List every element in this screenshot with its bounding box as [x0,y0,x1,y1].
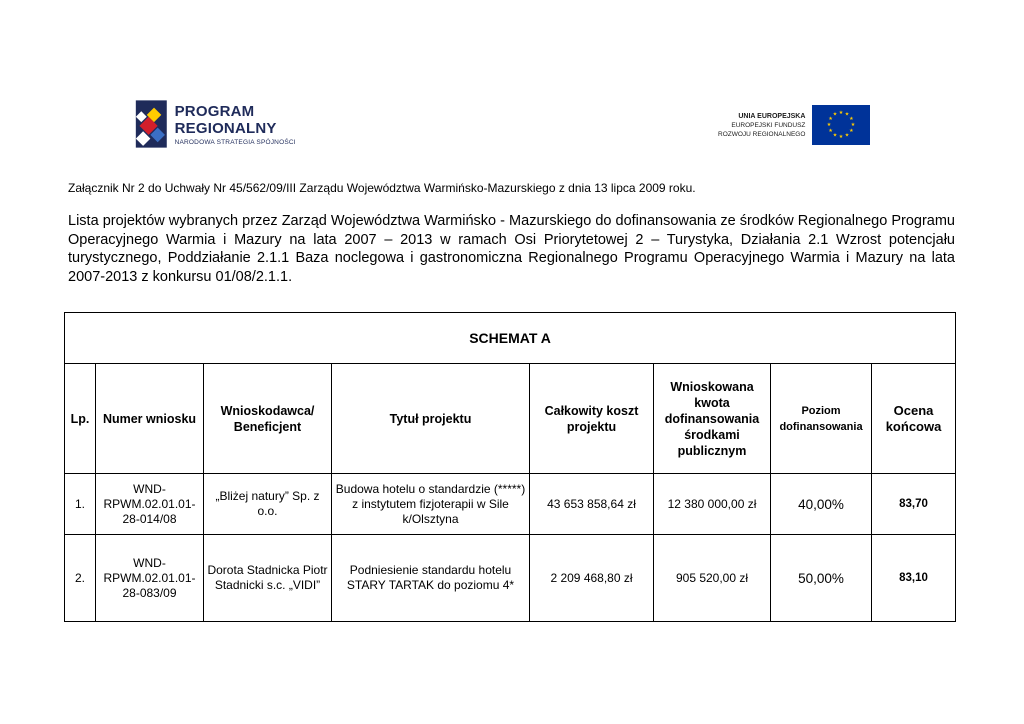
header-tytul-projektu: Tytuł projektu [332,364,530,474]
cell-poziom-dofinansowania: 40,00% [771,474,872,535]
cell-ocena-koncowa: 83,10 [872,535,956,622]
cell-numer-wniosku: WND-RPWM.02.01.01-28-014/08 [96,474,204,535]
schema-row [65,313,956,364]
eu-line-2: EUROPEJSKI FUNDUSZ [731,121,806,129]
table-row [65,474,956,535]
cell-ocena-koncowa: 83,70 [872,474,956,535]
cell-tytul-projektu: Podniesienie standardu hotelu STARY TARTAK do poziomu 4* [332,535,530,622]
header-poziom-dofinansowania: Poziom dofinansowania [771,364,872,474]
cell-tytul-projektu: Budowa hotelu o standardzie (*****) z instytutem fizjoterapii w Sile k/Olsztyna [332,474,530,535]
program-regionalny-logo [134,96,344,152]
header-numer-wniosku: Numer wniosku [96,364,204,474]
schema-title: SCHEMAT A [65,313,956,364]
cell-calkowity-koszt: 43 653 858,64 zł [530,474,654,535]
cell-lp: 2. [65,535,96,622]
cell-wnioskodawca: „Bliżej natury” Sp. z o.o. [204,474,332,535]
eu-line-1: UNIA EUROPEJSKA [738,112,806,120]
cell-wnioskowana-kwota: 12 380 000,00 zł [654,474,771,535]
cell-wnioskodawca: Dorota Stadnicka Piotr Stadnicki s.c. „VIDI” [204,535,332,622]
cell-numer-wniosku: WND-RPWM.02.01.01-28-083/09 [96,535,204,622]
eu-logo-text [718,112,805,139]
intro-paragraph: Lista projektów wybranych przez Zarząd Województwa Warmińsko - Mazurskiego do dofinansowania ze środków Regionalnego Programu Operacyjnego Warmia i Mazury na lata 2007 – 2013 w ramach Osi Priorytetowej 2 – Turystyka, Działania 2.1 Wzrost potencjału turystycznego, Poddziałanie 2.1.1 Baza noclegowa i gastronomiczna Regionalnego Programu Operacyjnego Warmia i Mazury na lata 2007-2013 z konkursu 01/08/2.1.1. [68,213,955,285]
svg-text:★: ★ [839,110,844,116]
svg-text:★: ★ [845,111,850,118]
header-calkowity-koszt: Całkowity koszt projektu [530,364,654,474]
cell-calkowity-koszt: 2 209 468,80 zł [530,535,654,622]
svg-text:★: ★ [827,122,832,128]
svg-text:★: ★ [833,111,838,118]
svg-text:★: ★ [849,116,855,122]
projects-table [64,312,956,622]
svg-text:★: ★ [828,116,834,122]
table-header-row [65,364,956,474]
eu-flag-icon [812,105,870,145]
program-regionalny-subtitle: NARODOWA STRATEGIA SPÓJNOŚCI [174,138,296,146]
svg-text:★: ★ [839,134,844,140]
svg-text:★: ★ [851,122,856,128]
header-wnioskowana-kwota: Wnioskowana kwota dofinansowania środkami publicznym [654,364,771,474]
svg-text:★: ★ [845,132,850,139]
svg-text:★: ★ [828,128,834,134]
header-ocena-koncowa: Ocena końcowa [872,364,956,474]
program-regionalny-emblem-icon [134,96,169,152]
cell-lp: 1. [65,474,96,535]
table-row [65,535,956,622]
eu-line-3: ROZWOJU REGIONALNEGO [718,130,806,138]
cell-wnioskowana-kwota: 905 520,00 zł [654,535,771,622]
eu-logo [718,105,870,145]
header-wnioskodawca: Wnioskodawca/ Beneficjent [204,364,332,474]
cell-poziom-dofinansowania: 50,00% [771,535,872,622]
svg-text:★: ★ [833,132,838,139]
annex-reference: Załącznik Nr 2 do Uchwały Nr 45/562/09/III Zarządu Województwa Warmińsko-Mazurskiego z dnia 13 lipca 2009 roku. [68,181,696,195]
svg-text:★: ★ [849,128,855,134]
program-regionalny-title: PROGRAM REGIONALNY [174,102,277,137]
header-lp: Lp. [65,364,96,474]
